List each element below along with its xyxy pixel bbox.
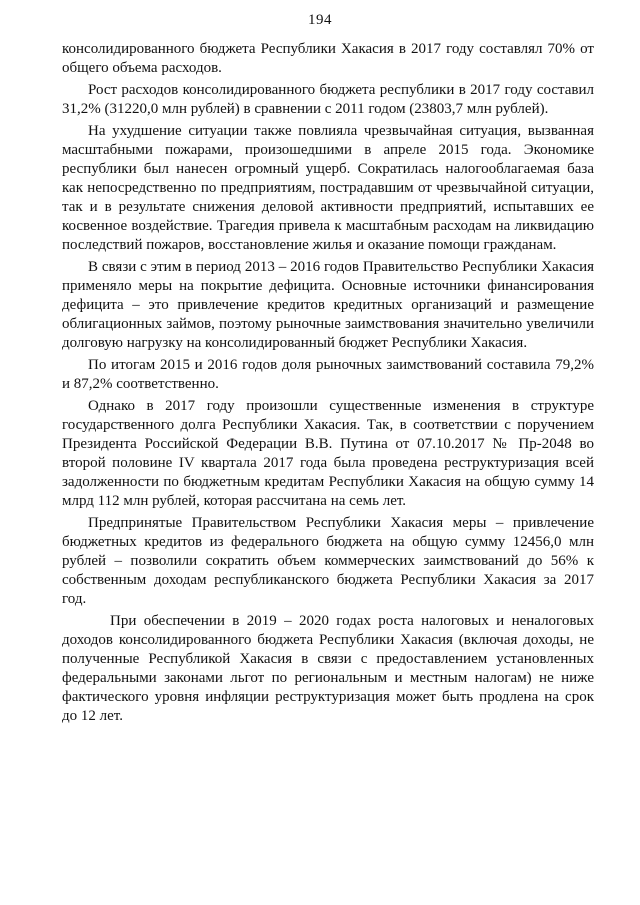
paragraph: В связи с этим в период 2013 – 2016 годов Правительство Республики Хакасия применяло меры на покрытие дефицита. Основные источники финансирования дефицита – это привлечение кредитов кредитных организаций и размещение облигационных займов, поэтому рыночные заимствования значительно увеличили долговую нагрузку на консолидированный бюджет Республики Хакасия. (62, 259, 594, 351)
paragraph: По итогам 2015 и 2016 годов доля рыночных заимствований составила 79,2% и 87,2% соответственно. (62, 357, 594, 392)
paragraph: консолидированного бюджета Республики Хакасия в 2017 году составлял 70% от общего объема расходов. (62, 41, 594, 76)
paragraph: Предпринятые Правительством Республики Хакасия меры – привлечение бюджетных кредитов из федерального бюджета на общую сумму 12456,0 млн рублей – позволили сократить объем коммерческих заимствований до 56% к собственным доходам республиканского бюджета Республики Хакасия за 2017 год. (62, 515, 594, 607)
paragraph: Однако в 2017 году произошли существенные изменения в структуре государственного долга Республики Хакасия. Так, в соответствии с поручением Президента Российской Федерации В.В. Путина от 07.10.2017 № Пр-2048 во второй половине IV квартала 2017 года была проведена реструктуризация всей задолженности по бюджетным кредитам Республики Хакасия на общую сумму 14 млрд 112 млн рублей, которая рассчитана на семь лет. (62, 398, 594, 509)
paragraph: На ухудшение ситуации также повлияла чрезвычайная ситуация, вызванная масштабными пожарами, произошедшими в апреле 2015 года. Экономике республики был нанесен огромный ущерб. Сократилась налогооблагаемая база как непосредственно по предприятиям, пострадавшим от чрезвычайной ситуации, так и в результате снижения деловой активности предприятий, испытавших ее косвенное воздействие. Трагедия привела к масштабным расходам на ликвидацию последствий пожаров, восстановление жилья и оказание помощи гражданам. (62, 123, 594, 253)
page-number: 194 (308, 12, 332, 28)
paragraph: Рост расходов консолидированного бюджета республики в 2017 году составил 31,2% (31220,0 млн рублей) в сравнении с 2011 годом (23803,7 млн рублей). (62, 82, 594, 117)
body-text (62, 40, 594, 729)
paragraph: При обеспечении в 2019 – 2020 годах роста налоговых и неналоговых доходов консолидированного бюджета Республики Хакасия (включая доходы, не полученные Республикой Хакасия в связи с предоставлением установленных федеральными законами льгот по региональным и местным налогам) не ниже фактического уровня инфляции реструктуризация может быть продлена на срок до 12 лет. (62, 613, 594, 724)
